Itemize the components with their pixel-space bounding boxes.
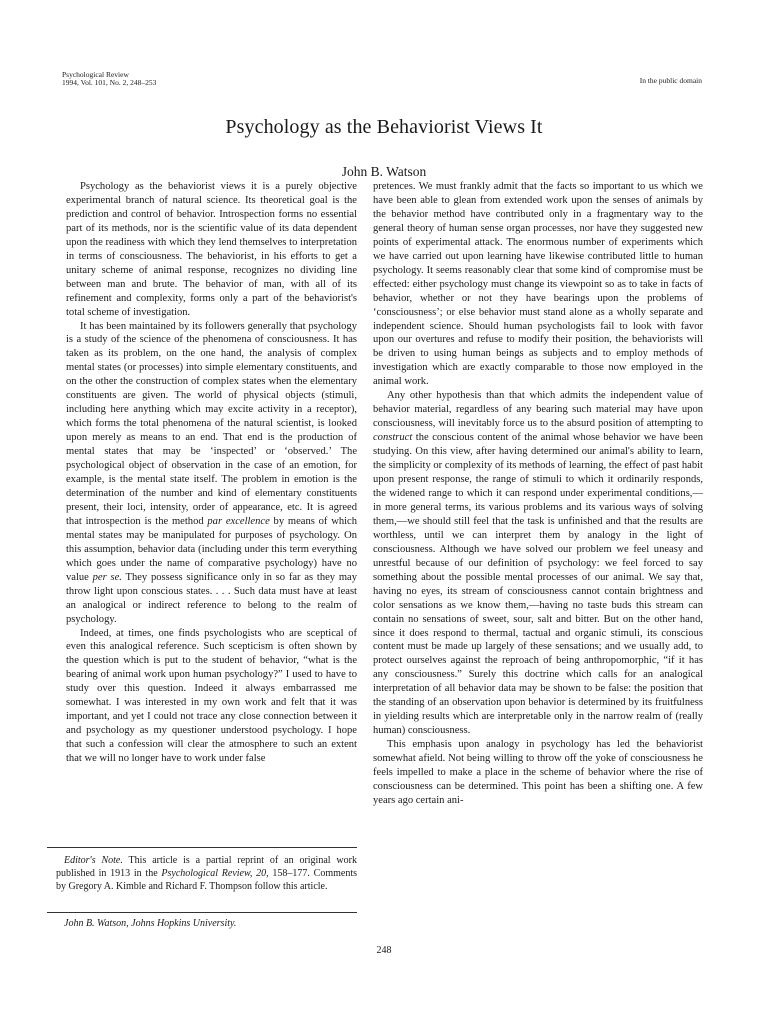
right-paragraph-2 — [373, 389, 703, 738]
left-paragraph-1: Psychology as the behaviorist views it is a purely objective experimental branch of natural science. Its theoretical goal is the prediction and control of behavior. Introspection forms no essential part of its methods, nor is the scientific value of its data dependent upon the readiness with which they lend themselves to interpretation in terms of consciousness. The behaviorist, in his efforts to get a unitary scheme of animal response, recognizes no dividing line between man and brute. The behavior of man, with all of its refinement and complexity, forms only a part of the behaviorist's total scheme of investigation. — [66, 181, 357, 318]
right-p2-emphasis: construct — [373, 432, 413, 444]
author-affiliation: John B. Watson, Johns Hopkins University. — [64, 918, 237, 929]
left-p2-emphasis-2: per se. — [92, 571, 122, 583]
right-paragraph-1: pretences. We must frankly admit that the facts so important to us which we have been able to glean from extended work upon the senses of animals by the behavior method have contributed only in a fragmentary way to the general theory of human sense organ processes, nor have they suggested new points of experimental attack. The enormous number of experiments which we have carried out upon learning have likewise contributed little to human psychology. It seems reasonably clear that some kind of compromise must be effected: either psychology must change its viewpoint so as to take in facts of behavior, whether or not they have bearings upon the problems of ‘consciousness’; or else behavior must stand alone as a wholly separate and independent science. Should human psychologists fail to look with favor upon our overtures and refuse to modify their position, the behaviorists will be driven to using human beings as subjects and to employ methods of investigation which are exactly comparable to those now employed in the animal work. — [373, 181, 703, 388]
article-author: John B. Watson — [341, 164, 427, 179]
footnote-divider-bottom — [47, 912, 357, 913]
copyright-notice: In the public domain — [639, 76, 702, 85]
right-p2-text-b: the conscious content of the animal whose behavior we have been studying. On this view, after having determined our animal's ability to learn, the simplicity or complexity of its methods of learning, the effect of past habit upon present response, the range of stimuli to which it ordinarily responds, the widened range to which it can respond under experimental conditions,—in more general terms, its various problems and its various ways of solving them,—we should still feel that the task is unfinished and that the results are worthless, until we can interpret them by analogy in the light of consciousness. Although we have solved our problem we feel uneasy and unrestful because of our definition of psychology: we feel forced to say something about the possible mental processes of our animal. We say that, having no eyes, its stream of consciousness cannot contain brightness and color sensations as we know them,—having no taste buds this stream can contain no sensations of sweet, sour, salt and bitter. But on the other hand, since it does respond to thermal, tactual and organic stimuli, its conscious content must be made up largely of these sensations; and we usually add, to protect ourselves against the reproach of being anthropomorphic, “if it has any consciousness.” Surely this doctrine which calls for an analogical interpretation of all behavior data may be shown to be false: the position that the standing of an observation upon behavior is determined by its fruitfulness in yielding results which are interpretable only in the narrow realm of (really human) consciousness. — [373, 432, 703, 737]
footnote-divider-top — [47, 847, 357, 848]
left-column — [66, 180, 357, 766]
journal-name: Psychological Review — [62, 70, 129, 79]
left-paragraph-3: Indeed, at times, one finds psychologists who are sceptical of even this analogical reference. Such scepticism is often shown by the question which is put to the student of behavior, “what is the bearing of animal work upon human psychology?” I used to have to study over this question. Indeed it always embarrassed me somewhat. I was interested in my own work and felt that it was important, and yet I could not trace any close connection between it and psychology as my questioner understood psychology. I hope that such a confession will clear the atmosphere to such an extent that we will no longer have to work under false — [66, 627, 357, 765]
editor-note-text-b: 158–177. Comments by Gregory A. Kimble and Richard F. Thompson follow this article. — [56, 868, 357, 893]
editor-note-text-a: This article is a partial reprint of an original work published in 1913 in the — [56, 855, 357, 880]
right-paragraph-3: This emphasis upon analogy in psychology has led the behaviorist somewhat afield. Not being willing to throw off the yoke of consciousness he feels impelled to make a place in the scheme of behavior where the rise of consciousness can be determined. This point has been a shifting one. A few years ago certain ani- — [373, 739, 703, 806]
article-title: Psychology as the Behaviorist Views It — [225, 116, 543, 138]
right-column — [373, 180, 703, 808]
left-paragraph-2 — [66, 320, 357, 627]
left-p2-text-b: by means of which mental states may be manipulated for purposes of psychology. On this assumption, behavior data (including under this term everything which goes under the name of comparative psychology) have no value — [66, 515, 357, 583]
editor-note — [56, 854, 357, 894]
left-p2-text-c: They possess significance only in so far as they may throw light upon conscious states. . . . Such data must have at least an analogical or indirect reference to belong to the realm of psychology. — [66, 571, 358, 625]
left-p2-text-a: It has been maintained by its followers generally that psychology is a study of the science of the phenomena of consciousness. It has taken as its problem, on the one hand, the analysis of complex mental states (or processes) into simple elementary constituents, and on the other the construction of complex states when the elementary constituents are given. The world of physical objects (stimuli, including here anything which may excite activity in a receptor), which forms the total phenomena of the natural scientist, is looked upon merely as means to an end. That end is the production of mental states that may be ‘inspected’ or ‘observed.’ The psychological object of observation in the case of an emotion, for example, is the mental state itself. The problem in emotion is the determination of the number and kind of elementary constituents present, their loci, intensity, order of appearance, etc. It is agreed that introspection is the method — [66, 320, 357, 527]
journal-volume: 1994, Vol. 101, No. 2, 248–253 — [62, 78, 157, 87]
page-number: 248 — [376, 945, 392, 956]
journal-citation — [62, 71, 156, 87]
editor-note-journal: Psychological Review, 20, — [161, 868, 269, 880]
right-p2-text-a: Any other hypothesis than that which admits the independent value of behavior material, regardless of any bearing such material may have upon consciousness, will inevitably force us to the absurd position of attempting to — [373, 390, 703, 430]
editor-note-label: Editor's Note. — [64, 855, 123, 866]
left-p2-emphasis-1: par excellence — [207, 515, 270, 527]
